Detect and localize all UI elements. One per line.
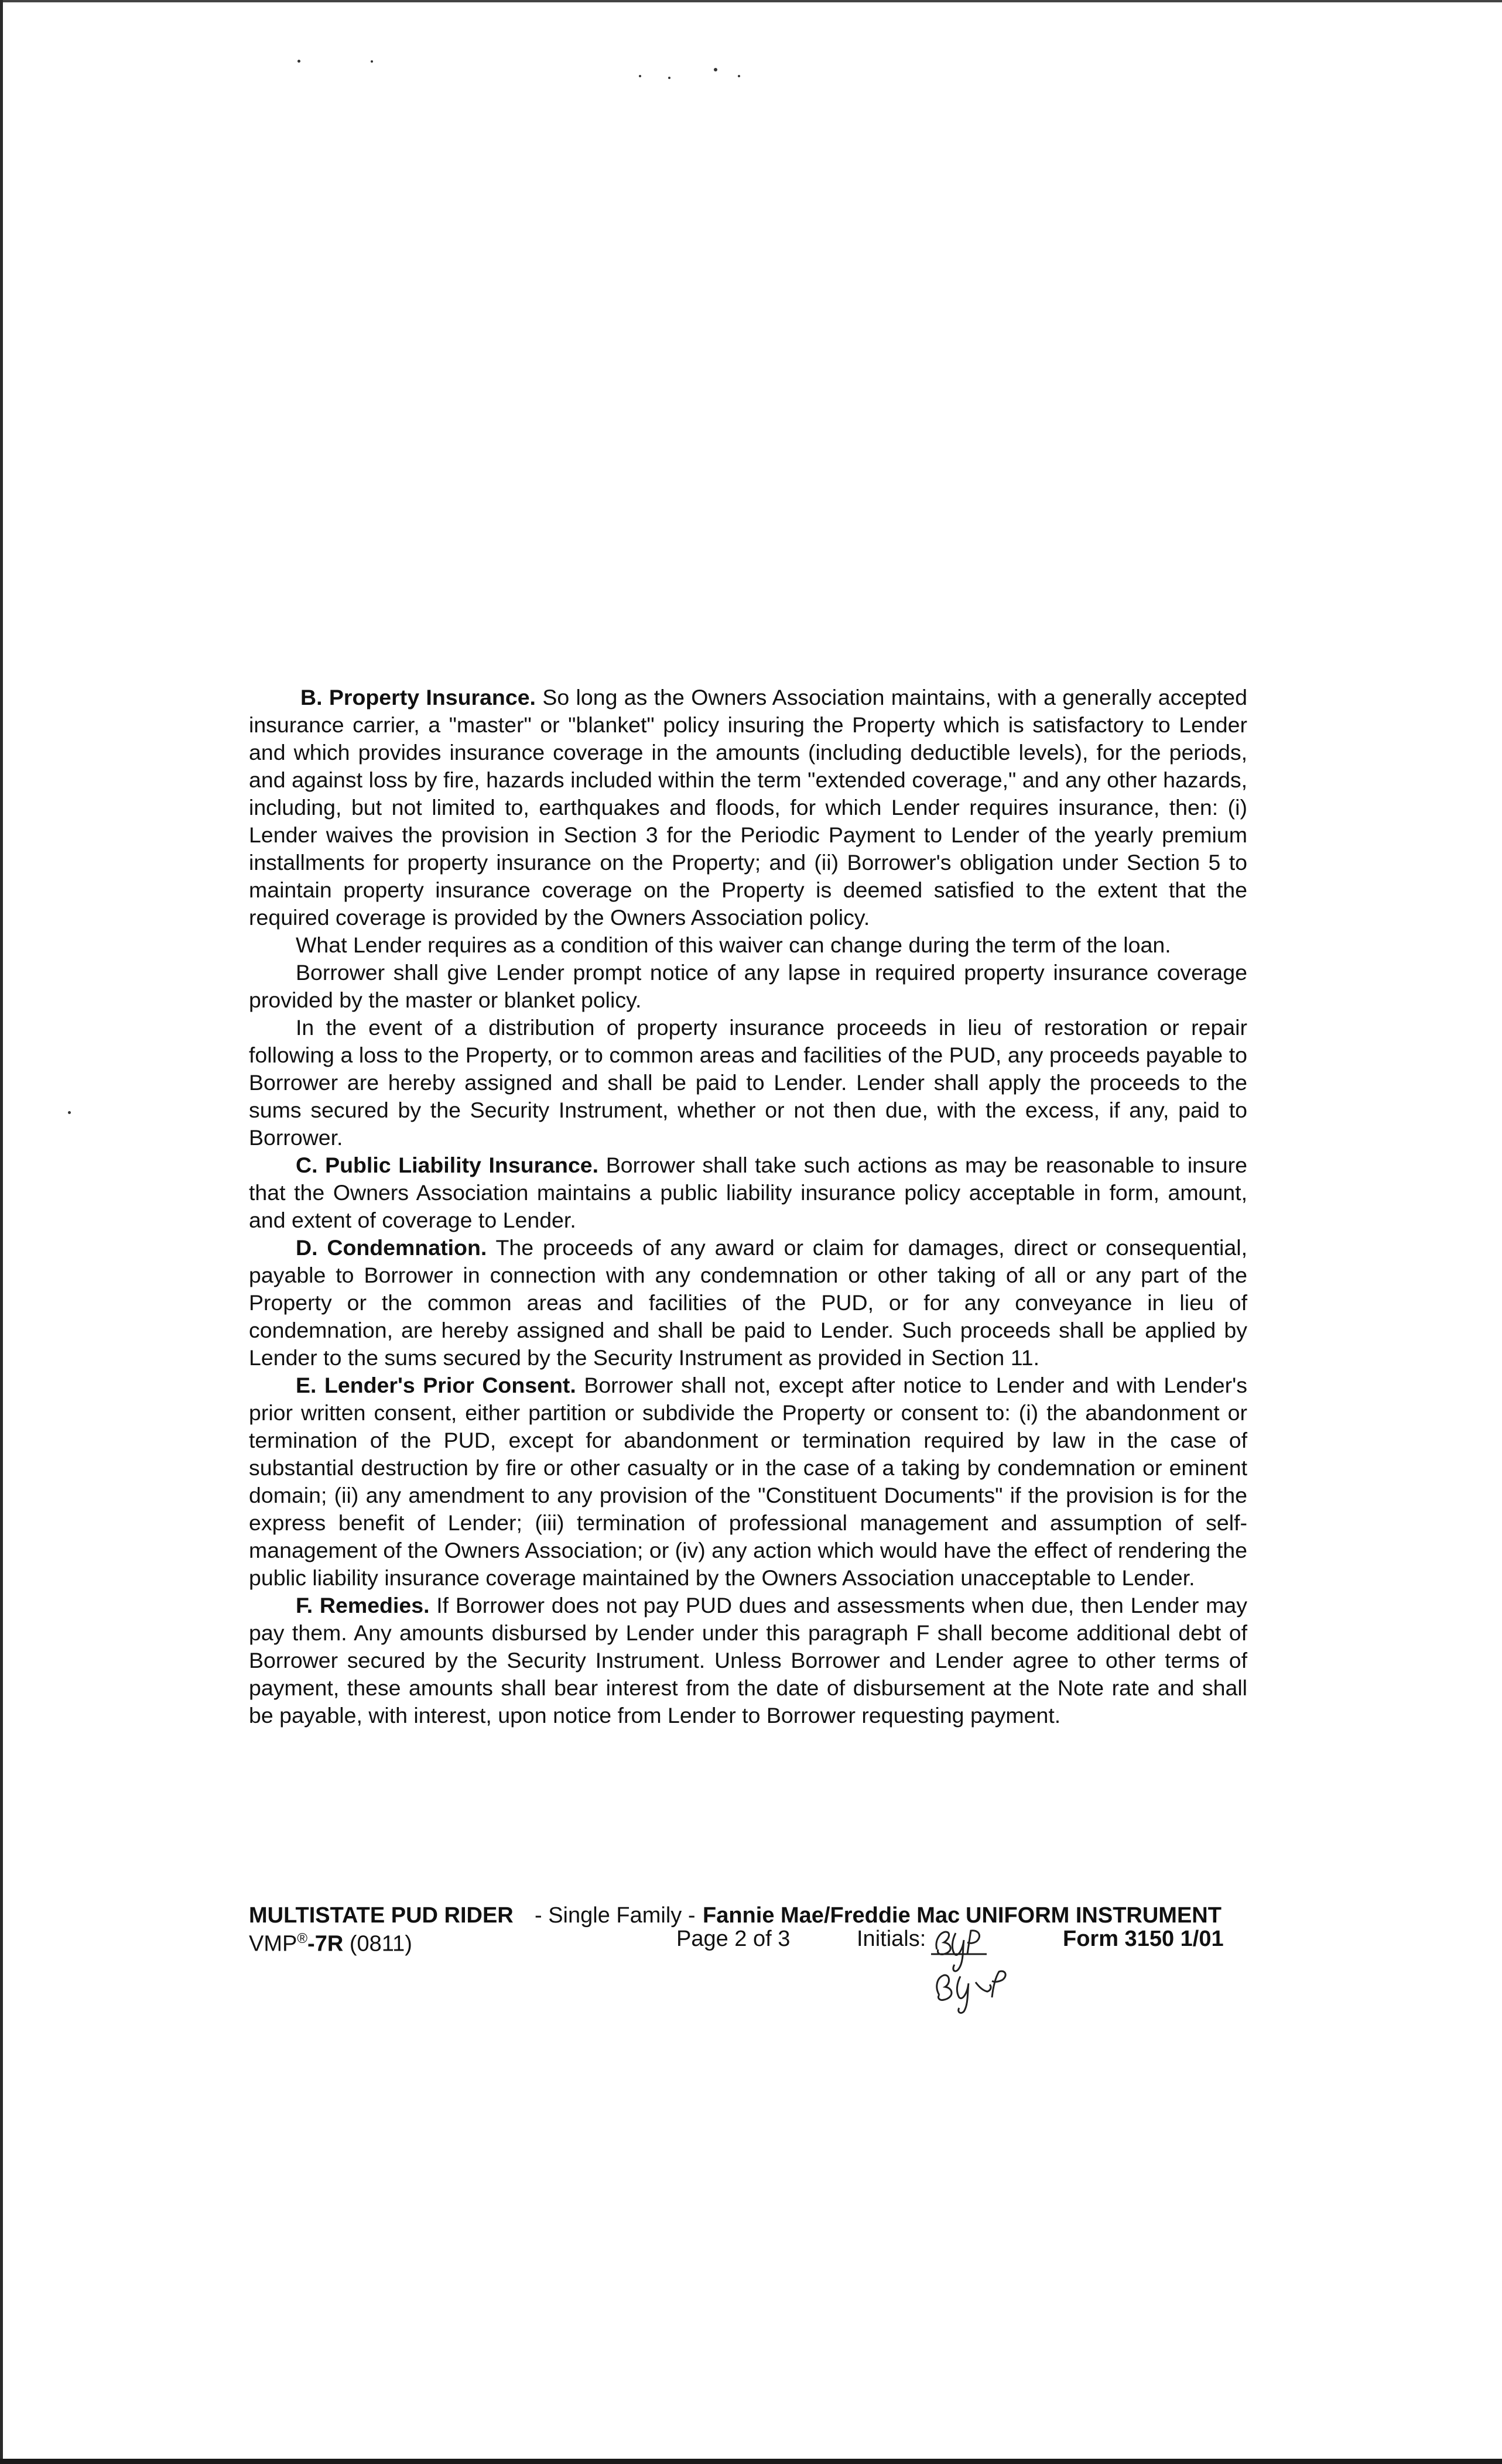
- initials-stroke: [976, 1982, 991, 1992]
- scan-speck: [714, 68, 717, 71]
- scan-speck: [668, 77, 670, 79]
- initials-label: Initials:: [857, 1927, 926, 1951]
- agency-name: Fannie Mae/Freddie Mac: [703, 1903, 960, 1928]
- initials-stroke: [936, 1932, 950, 1955]
- instrument-label: UNIFORM INSTRUMENT: [966, 1903, 1222, 1928]
- section-property-insurance: [249, 684, 1247, 931]
- rider-body: [249, 684, 1247, 1729]
- section-text: In the event of a distribution of property insurance proceeds in lieu of restoration or repair following a loss to the Property, or to common areas and facilities of the PUD, any proceeds payable to Borrower are hereby assigned and shall be paid to Lender. Lender shall apply the proceeds to the sums secured by the Security Instrument, whether or not then due, with the excess, if any, paid to Borrower.: [249, 1015, 1247, 1150]
- section-text: Borrower shall take such actions as may be reasonable to insure that the Owners Association maintains a public liability insurance policy acceptable in form, amount, and extent of coverage to Lender.: [249, 1153, 1247, 1232]
- scan-speck: [371, 60, 373, 63]
- section-public-liability-insurance: [249, 1152, 1247, 1234]
- section-text: What Lender requires as a condition of this waiver can change during the term of the loan.: [296, 933, 1171, 957]
- section-heading: D. Condemnation.: [296, 1235, 487, 1260]
- paragraph-waiver-change: [249, 931, 1247, 959]
- initials-stroke: [967, 1931, 980, 1954]
- footer-row-2: [249, 1927, 1244, 1956]
- rider-title: MULTISTATE PUD RIDER: [249, 1903, 514, 1928]
- section-remedies: [249, 1592, 1247, 1729]
- paragraph-insurance-proceeds: [249, 1014, 1247, 1152]
- form-footer: [249, 1903, 1244, 1956]
- scan-edge-top: [0, 0, 1502, 2]
- page-number: Page 2 of 3: [676, 1927, 791, 1951]
- section-condemnation: [249, 1234, 1247, 1372]
- section-heading: B. Property Insurance.: [300, 685, 536, 710]
- rider-type: - Single Family -: [535, 1903, 696, 1928]
- initials-stroke: [992, 1971, 1005, 1997]
- section-heading: C. Public Liability Insurance.: [296, 1153, 599, 1177]
- section-text: Borrower shall give Lender prompt notice of any lapse in required property insurance coverage provided by the master or blanket policy.: [249, 960, 1247, 1012]
- section-text: The proceeds of any award or claim for damages, direct or consequential, payable to Borrower in connection with any condemnation or other taking of all or any part of the Property or the common areas and facilities of the PUD, or for any conveyance in lieu of condemnation, are hereby assigned and shall be paid to Lender. Such proceeds shall be applied by Lender to the sums secured by the Security Instrument as provided in Section 11.: [249, 1235, 1247, 1370]
- initials-stroke: [952, 1933, 964, 1971]
- section-heading: E. Lender's Prior Consent.: [296, 1373, 576, 1397]
- initials-stroke: [957, 1976, 969, 2013]
- section-text: If Borrower does not pay PUD dues and assessments when due, then Lender may pay them. Any amounts disbursed by Lender under this paragraph F shall become additional debt of Borrower secured by the Security Instrument. Unless Borrower and Lender agree to other terms of payment, these amounts shall bear interest from the date of disbursement at the Note rate and shall be payable, with interest, upon notice from Lender to Borrower requesting payment.: [249, 1593, 1247, 1728]
- section-lenders-prior-consent: [249, 1372, 1247, 1592]
- vmp-code: [249, 1927, 412, 1956]
- scan-edge-bottom: [0, 2459, 1502, 2464]
- section-heading: F. Remedies.: [296, 1593, 430, 1617]
- section-text: So long as the Owners Association maintains, with a generally accepted insurance carrier, a "master" or "blanket" policy insuring the Property which is satisfactory to Lender and which provides insurance coverage in the amounts (including deductible levels), for the periods, and against loss by fire, hazards included within the term "extended coverage," and any other hazards, including, but not limited to, earthquakes and floods, for which Lender requires insurance, then: (i) Lender waives the provision in Section 3 for the Periodic Payment to Lender of the yearly premium installments for property insurance on the Property; and (ii) Borrower's obligation under Section 5 to maintain property insurance coverage on the Property is deemed satisfied to the extent that the required coverage is provided by the Owners Association policy.: [249, 685, 1247, 930]
- initials-stroke: [937, 1975, 952, 2000]
- scan-edge-left: [0, 0, 3, 2464]
- scan-speck: [297, 60, 300, 63]
- footer-row-1: [249, 1904, 1244, 1927]
- vmp-version: (0811): [349, 1931, 412, 1956]
- vmp-suffix: -7R: [307, 1931, 344, 1956]
- vmp-code-text: VMP: [249, 1931, 297, 1956]
- section-text: Borrower shall not, except after notice to Lender and with Lender's prior written consent, either partition or subdivide the Property or consent to: (i) the abandonment or termination of the PUD, except for abandonment or termination required by law in the case of substantial destruction by fire or other casualty or in the case of a taking by condemnation or eminent domain; (ii) any amendment to any provision of the "Constituent Documents" if the provision is for the express benefit of Lender; (iii) termination of professional management and assumption of self-management of the Owners Association; or (iv) any action which would have the effect of rendering the public liability insurance coverage maintained by the Owners Association unacceptable to Lender.: [249, 1373, 1247, 1590]
- scan-speck: [738, 75, 740, 77]
- scan-speck: [639, 75, 641, 77]
- form-number: Form 3150 1/01: [1063, 1927, 1224, 1951]
- handwritten-initials-signature: [931, 1926, 1048, 2014]
- registered-mark: ®: [297, 1931, 308, 1946]
- paragraph-lapse-notice: [249, 959, 1247, 1014]
- scan-speck: [68, 1111, 71, 1114]
